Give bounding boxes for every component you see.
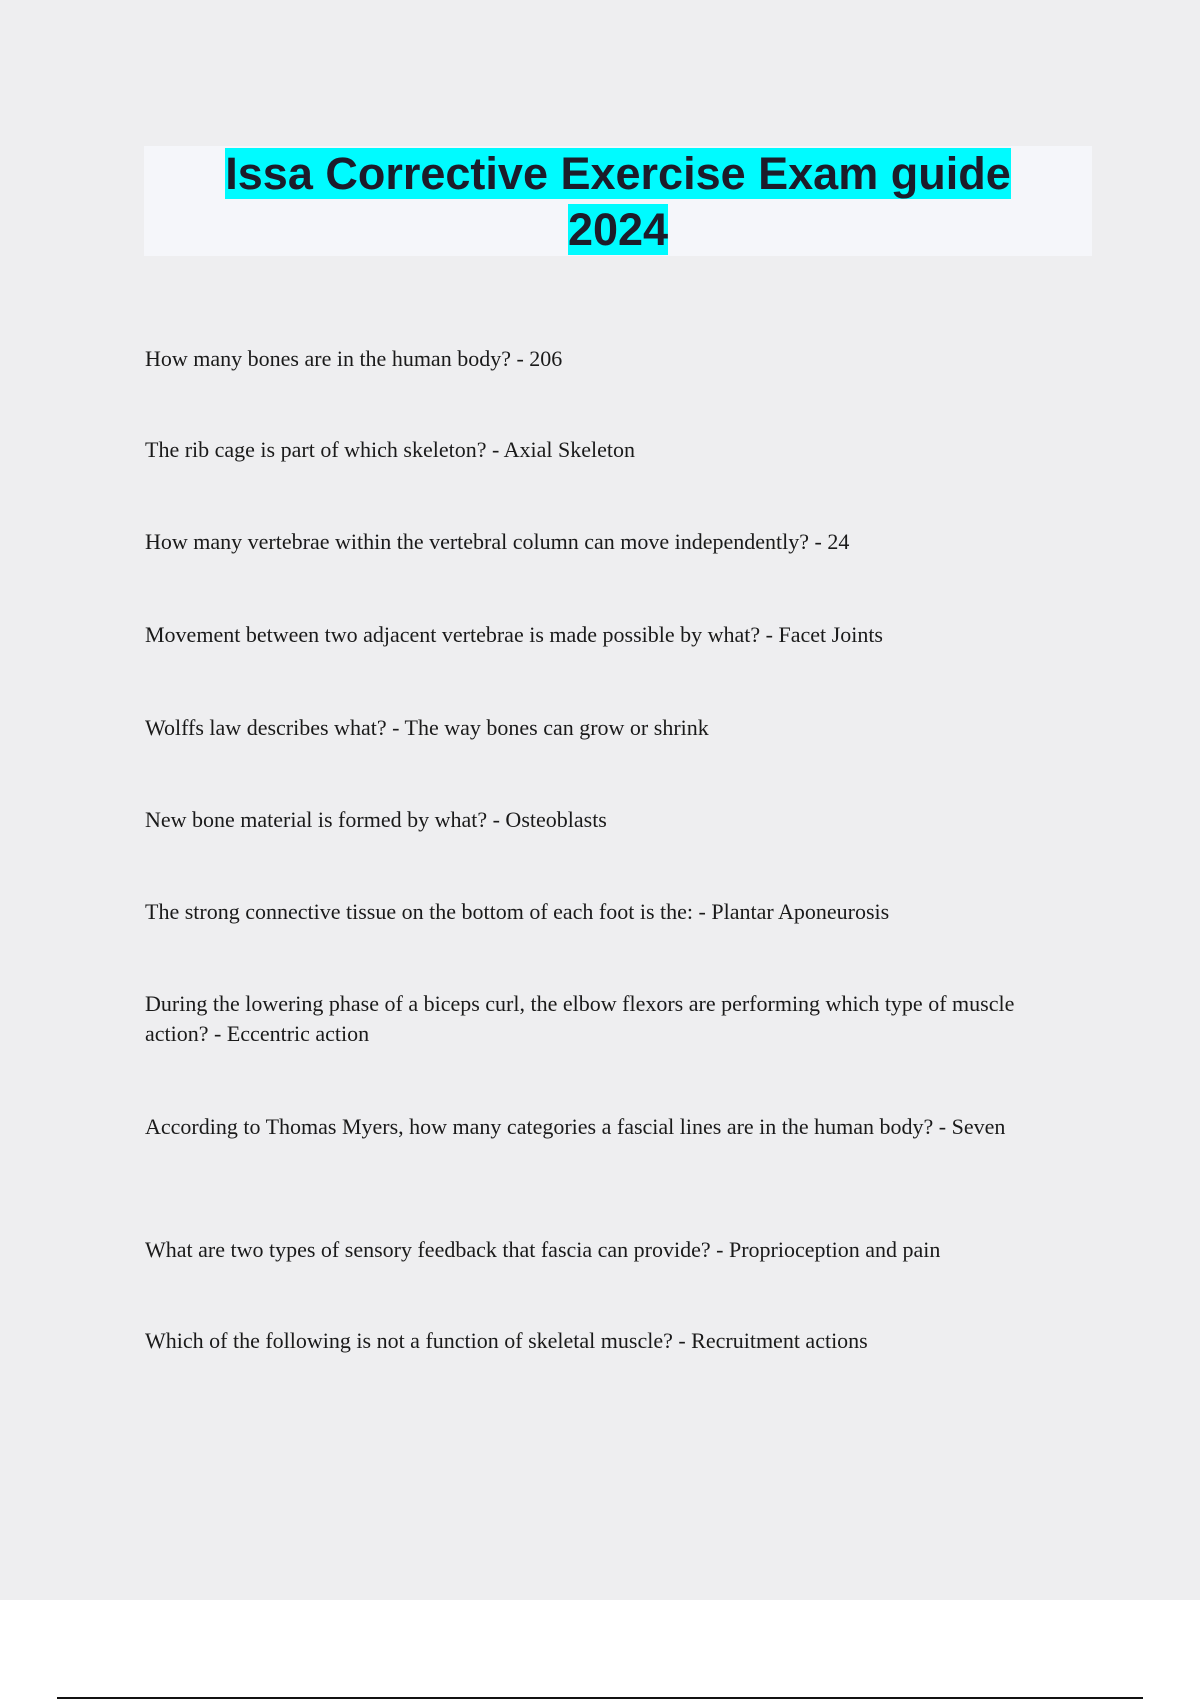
footer-divider [57,1697,1143,1699]
qa-item: Movement between two adjacent vertebrae is made possible by what? - Facet Joints [145,622,883,647]
qa-item: Which of the following is not a function of skeletal muscle? - Recruitment actions [145,1328,868,1353]
qa-item: According to Thomas Myers, how many categories a fascial lines are in the human body? - Seven [145,1114,1006,1139]
qa-item: New bone material is formed by what? - Osteoblasts [145,807,607,832]
document-title-line-1: Issa Corrective Exercise Exam guide [225,148,1011,199]
qa-item: Wolffs law describes what? - The way bones can grow or shrink [145,715,709,740]
qa-item: How many bones are in the human body? - 206 [145,346,563,371]
qa-item: During the lowering phase of a biceps curl, the elbow flexors are performing which type of muscle action? - Eccentric action [145,991,1015,1046]
qa-item: What are two types of sensory feedback that fascia can provide? - Proprioception and pain [145,1237,941,1262]
qa-item: How many vertebrae within the vertebral column can move independently? - 24 [145,529,850,554]
title-box [144,146,1092,256]
document-title-line-2: 2024 [567,204,669,255]
qa-item: The strong connective tissue on the bottom of each foot is the: - Plantar Aponeurosis [145,899,890,924]
qa-item: The rib cage is part of which skeleton? - Axial Skeleton [145,437,635,462]
